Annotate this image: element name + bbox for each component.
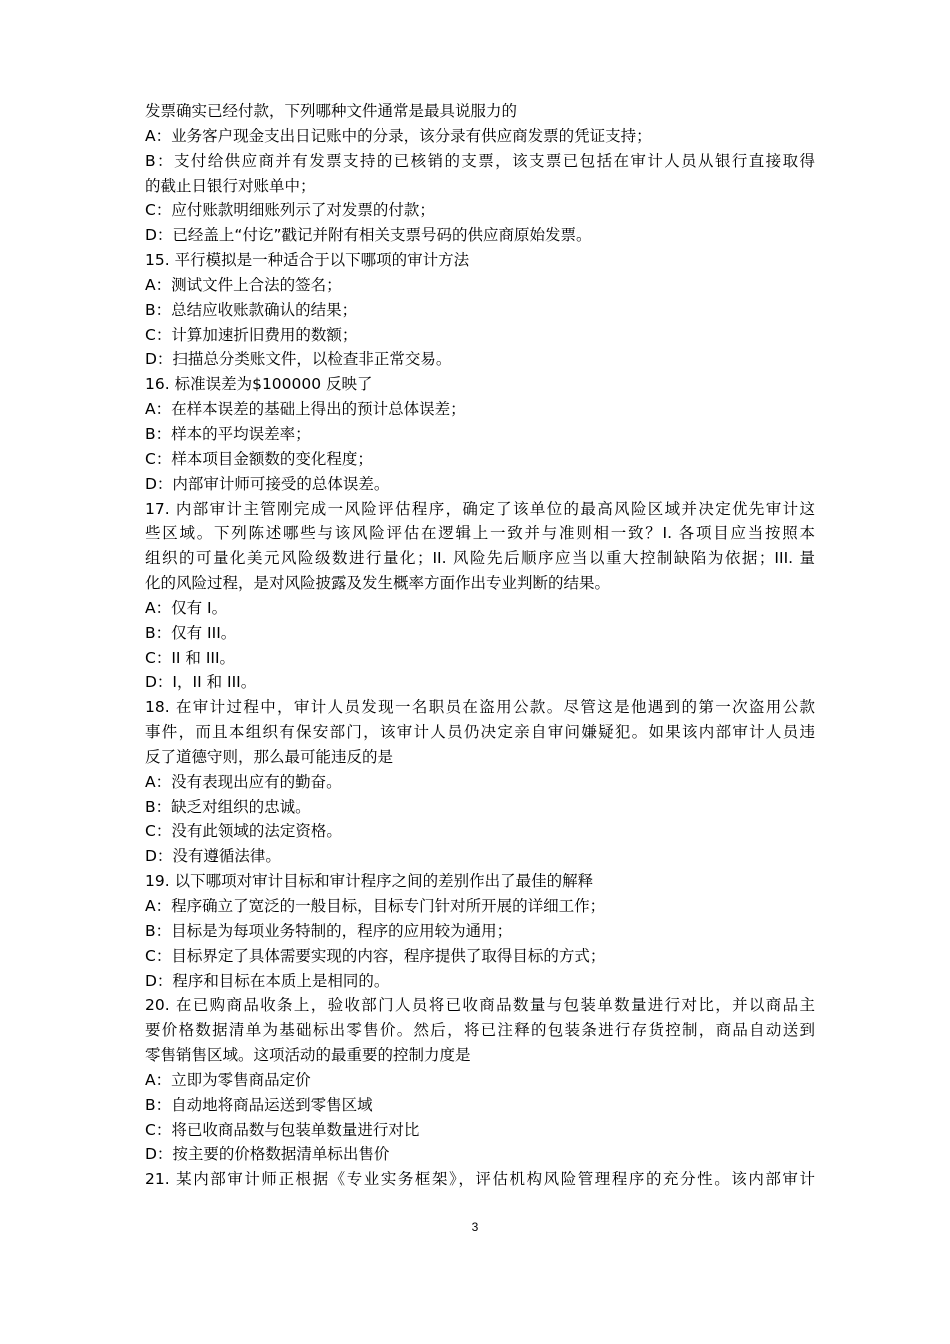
document-body [145,99,815,1192]
option-b: B：缺乏对组织的忠诚。 [145,797,311,816]
question-17-continued: 些区域。下列陈述哪些与该风险评估在逻辑上一致并与准则相一致？I. 各项目应当按照本 [145,524,815,543]
question-18: 18. 在审计过程中，审计人员发现一名职员在盗用公款。尽管这是他遇到的第一次盗用公款 [145,698,815,717]
option-c: C：将已收商品数与包装单数量进行对比 [145,1120,420,1139]
option-a: A：程序确立了宽泛的一般目标，目标专门针对所开展的详细工作； [145,897,606,915]
option-a: A：测试文件上合法的签名； [145,275,342,294]
option-b: B：目标是为每项业务特制的，程序的应用较为通用； [145,921,513,940]
option-a: A：仅有 I。 [145,598,228,617]
option-b: B：总结应收账款确认的结果； [145,300,358,319]
option-b-continued: 的截止日银行对账单中； [145,176,316,195]
option-c: C：没有此领域的法定资格。 [145,822,342,841]
question-17-continued: 化的风险过程，是对风险披露及发生概率方面作出专业判断的结果。 [145,574,611,593]
option-c: C：II 和 III。 [145,648,236,667]
question-20: 20. 在已购商品收条上，验收部门人员将已收商品数量与包装单数量进行对比，并以商品主 [145,996,815,1015]
question-16: 16. 标准误差为$100000 反映了 [145,375,373,394]
question-19: 19. 以下哪项对审计目标和审计程序之间的差别作出了最佳的解释 [145,872,594,891]
question-18-continued: 反了道德守则，那么最可能违反的是 [145,747,394,766]
question-20-continued: 零售销售区域。这项活动的最重要的控制力度是 [145,1046,471,1065]
option-d: D：内部审计师可接受的总体误差。 [145,474,390,493]
question-21: 21. 某内部审计师正根据《专业实务框架》，评估机构风险管理程序的充分性。该内部审计 [145,1170,815,1189]
question-20-continued: 要价格数据清单为基础标出零售价。然后，将已注释的包装条进行存货控制，商品自动送到 [145,1021,815,1040]
option-c: C：应付账款明细账列示了对发票的付款； [145,201,435,220]
option-d: D：I，II 和 III。 [145,673,257,692]
option-c: C：目标界定了具体需要实现的内容，程序提供了取得目标的方式； [145,946,606,965]
option-a: A：没有表现出应有的勤奋。 [145,772,342,791]
question-18-continued: 事件，而且本组织有保安部门，该审计人员仍决定亲自审问嫌疑犯。如果该内部审计人员违 [145,723,815,742]
option-d: D：已经盖上“付讫”戳记并附有相关支票号码的供应商原始发票。 [145,226,592,245]
option-b: B：自动地将商品运送到零售区域 [145,1095,373,1114]
option-b: B：仅有 III。 [145,623,237,642]
option-d: D：扫描总分类账文件，以检查非正常交易。 [145,350,452,369]
option-d: D：没有遵循法律。 [145,847,281,866]
option-a: A：在样本误差的基础上得出的预计总体误差； [145,400,466,419]
option-a: A：立即为零售商品定价 [145,1070,311,1089]
page-number: 3 [471,1220,479,1234]
option-c: C：计算加速折旧费用的数额； [145,325,358,344]
option-b: B：样本的平均误差率； [145,424,311,443]
option-a: A：业务客户现金支出日记账中的分录，该分录有供应商发票的凭证支持； [145,126,652,145]
option-d: D：程序和目标在本质上是相同的。 [145,971,390,990]
option-b: B：支付给供应商并有发票支持的已核销的支票，该支票已包括在审计人员从银行直接取得 [145,151,815,170]
question-17-continued: 组织的可量化美元风险级数进行量化；II. 风险先后顺序应当以重大控制缺陷为依据；III. 量 [145,549,815,568]
option-c: C：样本项目金额数的变化程度； [145,449,373,468]
text-line: 发票确实已经付款，下列哪种文件通常是最具说服力的 [145,102,518,120]
option-d: D：按主要的价格数据清单标出售价 [145,1145,390,1164]
question-17: 17. 内部审计主管刚完成一风险评估程序，确定了该单位的最高风险区域并决定优先审计这 [145,499,815,518]
question-15: 15. 平行模拟是一种适合于以下哪项的审计方法 [145,251,470,270]
